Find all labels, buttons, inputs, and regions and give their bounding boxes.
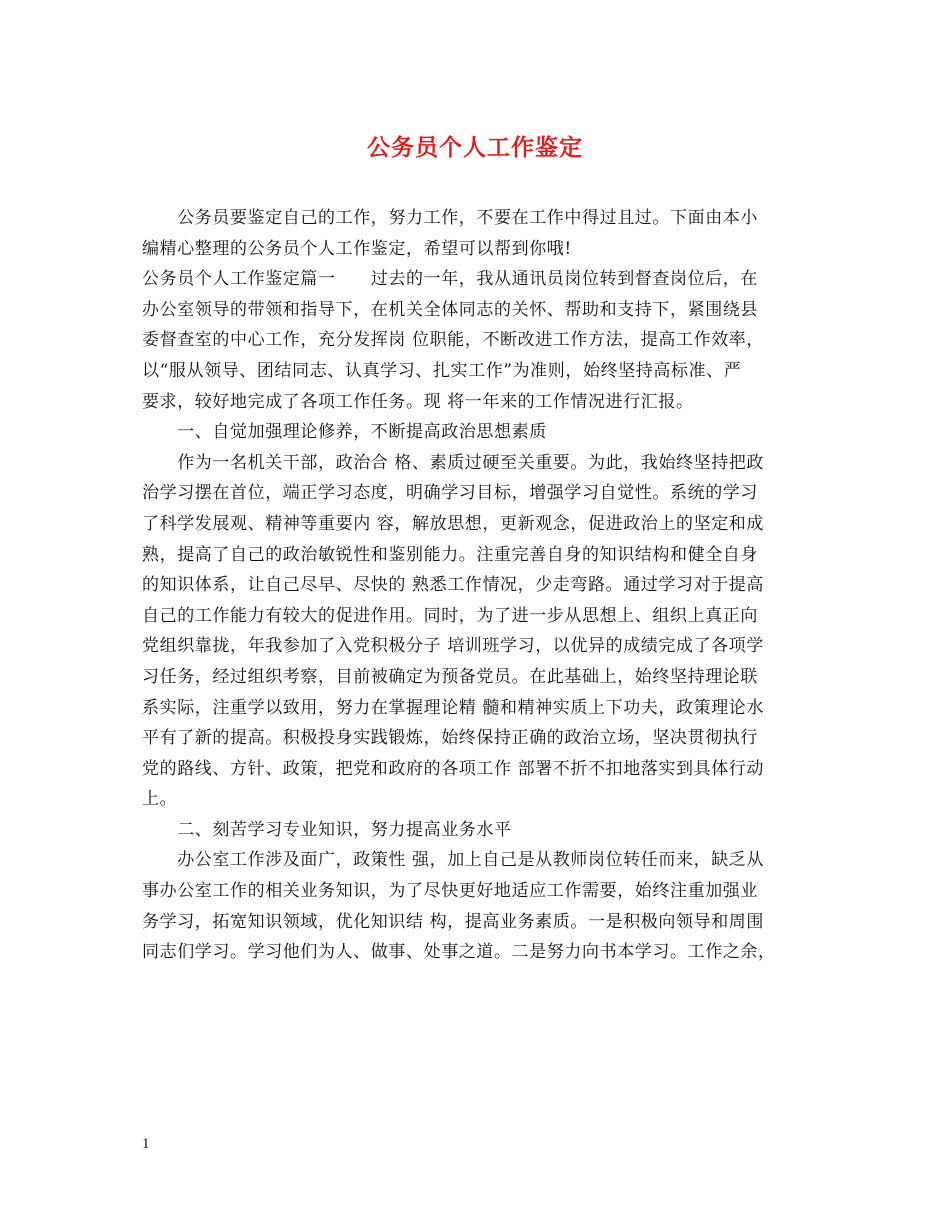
body-text-line: 一、自觉加强理论修养，不断提高政治思想素质 bbox=[142, 422, 547, 443]
document-body bbox=[142, 203, 822, 968]
body-text-line: 办公室工作涉及面广，政策性 强，加上自己是从教师岗位转任而来，缺乏从 bbox=[142, 850, 765, 871]
body-text-line: 务学习，拓宽知识领域，优化知识结 构，提高业务素质。一是积极向领导和周围 bbox=[142, 911, 765, 932]
body-text-line: 公务员个人工作鉴定篇一 过去的一年，我从通讯员岗位转到督查岗位后，在 bbox=[142, 269, 758, 290]
body-text-line: 事办公室工作的相关业务知识，为了尽快更好地适应工作需要，始终注重加强业 bbox=[142, 881, 758, 902]
body-text-line: 自己的工作能力有较大的促进作用。同时，为了进一步从思想上、组织上真正向 bbox=[142, 605, 758, 626]
body-text-line: 作为一名机关干部，政治合 格、素质过硬至关重要。为此，我始终坚持把政 bbox=[142, 452, 765, 473]
body-text-line: 党组织靠拢，年我参加了入党积极分子 培训班学习，以优异的成绩完成了各项学 bbox=[142, 636, 765, 657]
body-text-line: 平有了新的提高。积极投身实践锻炼，始终保持正确的政治立场，坚决贯彻执行 bbox=[142, 728, 758, 749]
body-text-line: 治学习摆在首位，端正学习态度，明确学习目标，增强学习自觉性。系统的学习 bbox=[142, 483, 758, 504]
body-text-line: 习任务，经过组织考察，目前被确定为预备党员。在此基础上，始终坚持理论联 bbox=[142, 666, 758, 687]
body-text-line: 熟，提高了自己的政治敏锐性和鉴别能力。注重完善自身的知识结构和健全自身 bbox=[142, 544, 758, 565]
body-text-line: 了科学发展观、精神等重要内 容，解放思想，更新观念，促进政治上的坚定和成 bbox=[142, 513, 765, 534]
body-text-line: 同志们学习。学习他们为人、做事、处事之道。二是努力向书本学习。工作之余， bbox=[142, 942, 776, 963]
body-text-line: 的知识体系，让自己尽早、尽快的 熟悉工作情况，少走弯路。通过学习对于提高 bbox=[142, 575, 765, 596]
body-text-line: 委督查室的中心工作，充分发挥岗 位职能，不断改进工作方法，提高工作效率， bbox=[142, 330, 765, 351]
page-title: 公务员个人工作鉴定 bbox=[367, 134, 583, 161]
body-text-line: 以“服从领导、团结同志、认真学习、扎实工作”为准则，始终坚持高标准、严 bbox=[142, 360, 742, 381]
body-text-line: 党的路线、方针、政策，把党和政府的各项工作 部署不折不扣地落实到具体行动 bbox=[142, 758, 765, 779]
page-number: 1 bbox=[142, 1136, 150, 1152]
body-text-line: 办公室领导的带领和指导下，在机关全体同志的关怀、帮助和支持下，紧围绕县 bbox=[142, 299, 758, 320]
body-text-line: 系实际，注重学以致用，努力在掌握理论精 髓和精神实质上下功夫，政策理论水 bbox=[142, 697, 765, 718]
body-text-line: 编精心整理的公务员个人工作鉴定，希望可以帮到你哦! bbox=[142, 238, 572, 259]
body-text-line: 公务员要鉴定自己的工作，努力工作，不要在工作中得过且过。下面由本小 bbox=[142, 208, 758, 228]
body-text-line: 二、刻苦学习专业知识，努力提高业务水平 bbox=[142, 819, 512, 840]
body-text-line: 要求，较好地完成了各项工作任务。现 将一年来的工作情况进行汇报。 bbox=[142, 391, 694, 412]
body-text-line: 上。 bbox=[142, 789, 178, 810]
